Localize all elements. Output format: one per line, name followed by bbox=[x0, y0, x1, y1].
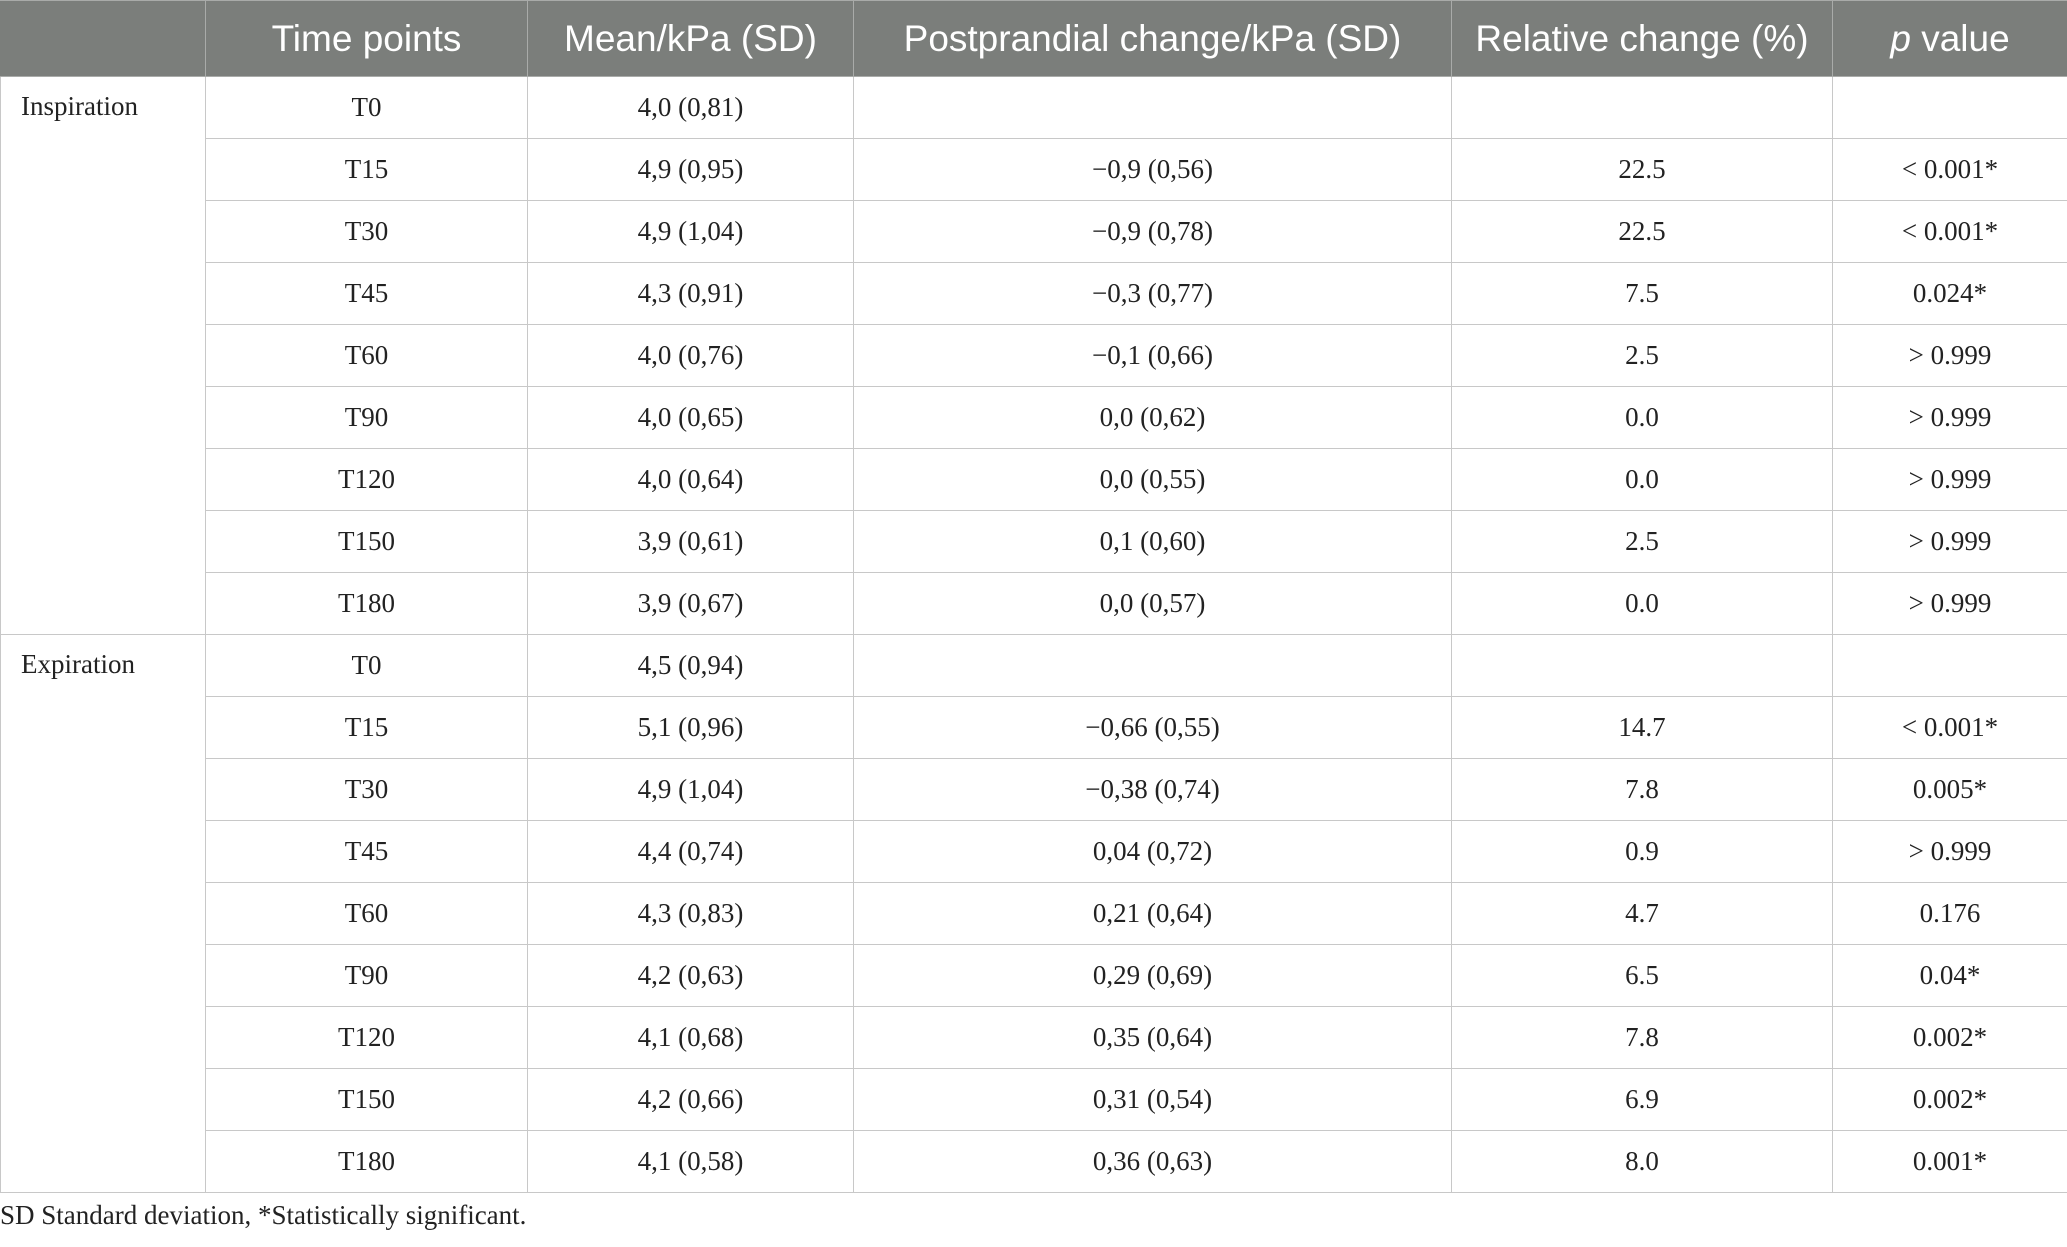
cell-mean: 4,0 (0,65) bbox=[528, 387, 854, 449]
cell-relative-change: 7.8 bbox=[1452, 759, 1833, 821]
cell-mean: 4,2 (0,66) bbox=[528, 1069, 854, 1131]
cell-p-value: 0.024* bbox=[1833, 263, 2067, 325]
cell-postprandial-change: 0,31 (0,54) bbox=[854, 1069, 1452, 1131]
cell-postprandial-change: −0,3 (0,77) bbox=[854, 263, 1452, 325]
table-row bbox=[1, 573, 2067, 635]
cell-relative-change: 6.5 bbox=[1452, 945, 1833, 1007]
table-row bbox=[1, 511, 2067, 573]
cell-p-value: > 0.999 bbox=[1833, 449, 2067, 511]
cell-relative-change: 14.7 bbox=[1452, 697, 1833, 759]
cell-time-point: T0 bbox=[206, 77, 528, 139]
cell-relative-change: 22.5 bbox=[1452, 201, 1833, 263]
cell-mean: 4,0 (0,64) bbox=[528, 449, 854, 511]
cell-postprandial-change: 0,29 (0,69) bbox=[854, 945, 1452, 1007]
cell-time-point: T120 bbox=[206, 1007, 528, 1069]
table-body bbox=[1, 77, 2067, 1193]
cell-time-point: T0 bbox=[206, 635, 528, 697]
table-row bbox=[1, 635, 2067, 697]
table-row bbox=[1, 139, 2067, 201]
cell-relative-change: 4.7 bbox=[1452, 883, 1833, 945]
table-row bbox=[1, 77, 2067, 139]
table-row bbox=[1, 697, 2067, 759]
cell-postprandial-change: −0,9 (0,56) bbox=[854, 139, 1452, 201]
table-header bbox=[1, 1, 2067, 77]
cell-p-value: > 0.999 bbox=[1833, 573, 2067, 635]
header-time-points: Time points bbox=[206, 1, 528, 77]
header-mean: Mean/kPa (SD) bbox=[528, 1, 854, 77]
cell-mean: 4,3 (0,91) bbox=[528, 263, 854, 325]
cell-mean: 4,9 (1,04) bbox=[528, 759, 854, 821]
cell-time-point: T45 bbox=[206, 263, 528, 325]
header-group bbox=[1, 1, 206, 77]
cell-time-point: T180 bbox=[206, 1131, 528, 1193]
cell-p-value: > 0.999 bbox=[1833, 511, 2067, 573]
cell-mean: 4,4 (0,74) bbox=[528, 821, 854, 883]
cell-time-point: T45 bbox=[206, 821, 528, 883]
table-row bbox=[1, 1069, 2067, 1131]
cell-p-value: 0.176 bbox=[1833, 883, 2067, 945]
cell-postprandial-change bbox=[854, 635, 1452, 697]
cell-relative-change: 2.5 bbox=[1452, 325, 1833, 387]
cell-time-point: T120 bbox=[206, 449, 528, 511]
cell-postprandial-change bbox=[854, 77, 1452, 139]
cell-time-point: T15 bbox=[206, 139, 528, 201]
cell-mean: 3,9 (0,67) bbox=[528, 573, 854, 635]
header-row bbox=[1, 1, 2067, 77]
cell-relative-change: 0.0 bbox=[1452, 449, 1833, 511]
cell-relative-change bbox=[1452, 635, 1833, 697]
cell-postprandial-change: 0,21 (0,64) bbox=[854, 883, 1452, 945]
cell-postprandial-change: 0,0 (0,55) bbox=[854, 449, 1452, 511]
cell-mean: 5,1 (0,96) bbox=[528, 697, 854, 759]
cell-postprandial-change: 0,1 (0,60) bbox=[854, 511, 1452, 573]
table-row bbox=[1, 263, 2067, 325]
group-label-inspiration: Inspiration bbox=[1, 77, 206, 635]
cell-relative-change: 22.5 bbox=[1452, 139, 1833, 201]
cell-time-point: T30 bbox=[206, 201, 528, 263]
cell-mean: 4,5 (0,94) bbox=[528, 635, 854, 697]
cell-p-value bbox=[1833, 635, 2067, 697]
cell-time-point: T90 bbox=[206, 387, 528, 449]
table-footnote: SD Standard deviation, *Statistically significant. bbox=[0, 1200, 527, 1230]
cell-postprandial-change: −0,38 (0,74) bbox=[854, 759, 1452, 821]
cell-p-value: 0.002* bbox=[1833, 1007, 2067, 1069]
cell-postprandial-change: 0,0 (0,57) bbox=[854, 573, 1452, 635]
cell-time-point: T60 bbox=[206, 325, 528, 387]
cell-p-value bbox=[1833, 77, 2067, 139]
header-p-value bbox=[1833, 1, 2067, 77]
cell-postprandial-change: −0,66 (0,55) bbox=[854, 697, 1452, 759]
cell-time-point: T150 bbox=[206, 511, 528, 573]
cell-mean: 4,1 (0,68) bbox=[528, 1007, 854, 1069]
table-row bbox=[1, 759, 2067, 821]
cell-postprandial-change: 0,04 (0,72) bbox=[854, 821, 1452, 883]
cell-relative-change: 0.0 bbox=[1452, 387, 1833, 449]
table-row bbox=[1, 821, 2067, 883]
cell-mean: 4,0 (0,76) bbox=[528, 325, 854, 387]
cell-mean: 4,9 (1,04) bbox=[528, 201, 854, 263]
cell-mean: 4,1 (0,58) bbox=[528, 1131, 854, 1193]
cell-mean: 4,2 (0,63) bbox=[528, 945, 854, 1007]
cell-p-value: > 0.999 bbox=[1833, 325, 2067, 387]
cell-relative-change bbox=[1452, 77, 1833, 139]
cell-postprandial-change: −0,9 (0,78) bbox=[854, 201, 1452, 263]
cell-time-point: T60 bbox=[206, 883, 528, 945]
header-relative-change: Relative change (%) bbox=[1452, 1, 1833, 77]
cell-postprandial-change: 0,0 (0,62) bbox=[854, 387, 1452, 449]
cell-p-value: > 0.999 bbox=[1833, 387, 2067, 449]
cell-relative-change: 0.9 bbox=[1452, 821, 1833, 883]
table-row bbox=[1, 201, 2067, 263]
cell-p-value: > 0.999 bbox=[1833, 821, 2067, 883]
cell-postprandial-change: 0,35 (0,64) bbox=[854, 1007, 1452, 1069]
cell-p-value: < 0.001* bbox=[1833, 139, 2067, 201]
cell-relative-change: 6.9 bbox=[1452, 1069, 1833, 1131]
cell-mean: 4,9 (0,95) bbox=[528, 139, 854, 201]
cell-relative-change: 2.5 bbox=[1452, 511, 1833, 573]
cell-mean: 4,3 (0,83) bbox=[528, 883, 854, 945]
cell-postprandial-change: −0,1 (0,66) bbox=[854, 325, 1452, 387]
cell-relative-change: 7.8 bbox=[1452, 1007, 1833, 1069]
cell-relative-change: 0.0 bbox=[1452, 573, 1833, 635]
cell-mean: 3,9 (0,61) bbox=[528, 511, 854, 573]
cell-time-point: T90 bbox=[206, 945, 528, 1007]
header-postprandial-change: Postprandial change/kPa (SD) bbox=[854, 1, 1452, 77]
header-p-italic: p bbox=[1890, 17, 1911, 59]
cell-p-value: 0.001* bbox=[1833, 1131, 2067, 1193]
table-row bbox=[1, 387, 2067, 449]
cell-relative-change: 7.5 bbox=[1452, 263, 1833, 325]
table-row bbox=[1, 1007, 2067, 1069]
cell-time-point: T180 bbox=[206, 573, 528, 635]
cell-postprandial-change: 0,36 (0,63) bbox=[854, 1131, 1452, 1193]
table-row bbox=[1, 945, 2067, 1007]
cell-time-point: T30 bbox=[206, 759, 528, 821]
cell-p-value: < 0.001* bbox=[1833, 697, 2067, 759]
table-row bbox=[1, 449, 2067, 511]
cell-time-point: T15 bbox=[206, 697, 528, 759]
cell-mean: 4,0 (0,81) bbox=[528, 77, 854, 139]
table-row bbox=[1, 325, 2067, 387]
cell-p-value: 0.005* bbox=[1833, 759, 2067, 821]
group-label-expiration: Expiration bbox=[1, 635, 206, 1193]
cell-time-point: T150 bbox=[206, 1069, 528, 1131]
header-p-rest: value bbox=[1910, 17, 2010, 59]
cell-relative-change: 8.0 bbox=[1452, 1131, 1833, 1193]
cell-p-value: 0.04* bbox=[1833, 945, 2067, 1007]
table-row bbox=[1, 883, 2067, 945]
table-row bbox=[1, 1131, 2067, 1193]
cell-p-value: 0.002* bbox=[1833, 1069, 2067, 1131]
cell-p-value: < 0.001* bbox=[1833, 201, 2067, 263]
